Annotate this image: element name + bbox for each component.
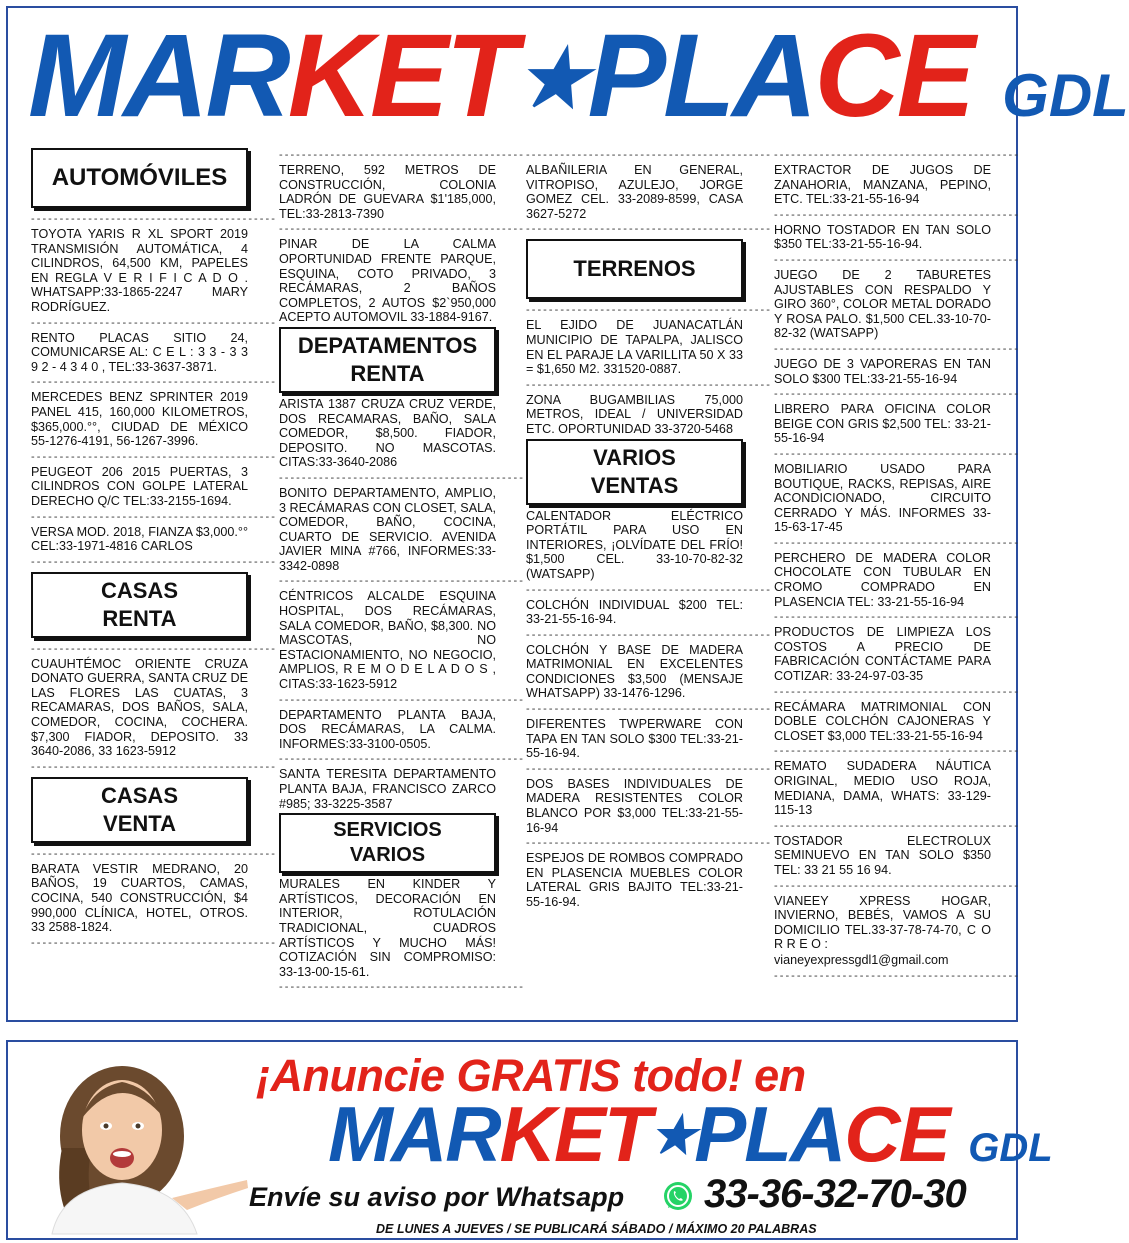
column-4 <box>774 148 991 984</box>
divider <box>279 574 496 589</box>
list-item: ESPEJOS DE ROMBOS COMPRADO EN PLASENCIA MUEBLES COLOR LATERAL GRIS BAJITO TEL:33-21-55-16-94. <box>526 851 743 909</box>
list-item: DIFERENTES TWPERWARE CON TAPA EN TAN SOLO $300 TEL:33-21-55-16-94. <box>526 717 743 761</box>
divider <box>31 450 248 465</box>
divider <box>774 685 991 700</box>
heading-text: RENTA <box>102 605 177 631</box>
list-item: JUEGO DE 2 TABURETES AJUSTABLES CON RESPALDO Y GIRO 360°, COLOR METAL DORADO Y ROSA PALO. $1,500 CEL.33-10-70-82-32 (WATSAPP) <box>774 267 991 341</box>
list-item: RENTO PLACAS SITIO 24, COMUNICARSE AL: C E L : 3 3 - 3 3 9 2 - 4 3 4 0 , TEL:33-3637-3871. <box>31 330 248 374</box>
logo-star-icon: ★ <box>649 1107 695 1165</box>
divider <box>31 760 248 775</box>
list-item: TOSTADOR ELECTROLUX SEMINUEVO EN TAN SOLO $350 TEL: 33 21 55 16 94. <box>774 833 991 877</box>
divider <box>774 208 991 223</box>
divider <box>526 583 743 598</box>
divider <box>774 342 991 357</box>
heading-text: RENTA <box>350 360 425 386</box>
divider <box>279 752 496 767</box>
list-item: TOYOTA YARIS R XL SPORT 2019 TRANSMISIÓN AUTOMÁTICA, 4 CILINDROS, 64,500 KM, PAPELES EN REGLA V E R I F I C A D O . WHATSAPP:33-1865-2247 MARY RODRÍGUEZ. <box>31 227 248 314</box>
logo-part-mar: MAR <box>328 1090 500 1178</box>
list-item: MURALES EN KINDER Y ARTÍSTICOS, DECORACIÓN EN INTERIOR, ROTULACIÓN TRADICIONAL, CUADROS ARTÍSTICOS Y MUCHO MÁS! COTIZACIÓN SIN COMPROMISO: 33-13-00-15-61. <box>279 877 496 979</box>
divider <box>526 222 743 237</box>
divider <box>31 212 248 227</box>
divider <box>31 375 248 390</box>
list-item: DOS BASES INDIVIDUALES DE MADERA RESISTENTES COLOR BLANCO POR $3,000 TEL:33-21-55-16-94 <box>526 776 743 835</box>
list-item: TERRENO, 592 METROS DE CONSTRUCCIÓN, COLONIA LADRÓN DE GUEVARA $1'185,000, TEL:33-2813-7390 <box>279 163 496 221</box>
section-heading-automoviles <box>31 148 248 208</box>
list-item: BONITO DEPARTAMENTO, AMPLIO, 3 RECÁMARAS CON CLOSET, SALA, COMEDOR, BAÑO, COCINA, CUARTO DE SERVICIO. AVENIDA JAVIER MINA #766, INFORMES:33-3342-0898 <box>279 485 496 573</box>
promo-phone: 33-36-32-70-30 <box>704 1172 966 1216</box>
list-item: MERCEDES BENZ SPRINTER 2019 PANEL 415, 160,000 KILOMETROS, $365,000.°°, CIUDAD DE MÉXICO 55-1276-4191, 56-1267-3996. <box>31 390 248 449</box>
column-2 <box>279 148 496 995</box>
section-heading-varios-ventas <box>526 439 743 505</box>
woman-pointing-illustration <box>22 1048 252 1234</box>
promo-banner <box>6 1040 1053 1240</box>
divider <box>31 936 248 951</box>
section-heading-casas-renta <box>31 572 248 638</box>
list-item: ALBAÑILERIA EN GENERAL, VITROPISO, AZULEJO, JORGE GOMEZ CEL. 33-2089-8599, CASA 3627-5272 <box>526 163 743 221</box>
divider <box>526 836 743 851</box>
list-item: VERSA MOD. 2018, FIANZA $3,000.°° CEL:33-1971-4816 CARLOS <box>31 524 248 554</box>
list-item: HORNO TOSTADOR EN TAN SOLO $350 TEL:33-21-55-16-94. <box>774 222 991 252</box>
divider <box>774 253 991 268</box>
list-item: PERCHERO DE MADERA COLOR CHOCOLATE CON TUBULAR EN CROMO COMPRADO EN PLASENCIA TEL: 33-21-55-16-94 <box>774 550 991 609</box>
heading-text: VARIOS <box>593 444 676 470</box>
heading-text: TERRENOS <box>573 256 696 282</box>
list-item: EL EJIDO DE JUANACATLÁN MUNICIPIO DE TAPALPA, JALISCO EN EL PARAJE LA VARILLITA 50 X 33 = $1,650 M2. 331520-0887. <box>526 318 743 377</box>
logo-star-icon: ★ <box>516 34 586 123</box>
divider <box>774 148 991 163</box>
marketplace-logo <box>28 6 1129 166</box>
heading-text: VENTA <box>103 810 176 836</box>
logo-gdl: GDL <box>968 1126 1053 1170</box>
masthead <box>0 6 1129 146</box>
divider <box>774 819 991 834</box>
heading-text: VARIOS <box>349 844 426 867</box>
list-item: PEUGEOT 206 2015 PUERTAS, 3 CILINDROS CON GOLPE LATERAL DERECHO Q/C TEL:33-2155-1694. <box>31 464 248 508</box>
logo-part-ket: KET <box>499 1090 650 1178</box>
divider <box>31 316 248 331</box>
promo-title: ¡Anuncie GRATIS todo! en <box>256 1050 806 1101</box>
logo-part-pla: PLA <box>587 10 815 142</box>
heading-text: AUTOMÓVILES <box>51 164 228 191</box>
list-item: REMATO SUDADERA NÁUTICA ORIGINAL, MEDIO USO ROJA, MEDIANA, DAMA, WHATS: 33-129-115-13 <box>774 759 991 818</box>
heading-text: CASAS <box>100 577 178 603</box>
divider <box>279 471 496 486</box>
logo-part-ket: KET <box>287 10 515 142</box>
list-item: BARATA VESTIR MEDRANO, 20 BAÑOS, 19 CUARTOS, CAMAS, COCINA, 540 CONSTRUCCIÓN, $4 990,000 CLÍNICA, HOTEL, OTROS. 33 2588-1824. <box>31 861 248 935</box>
promo-send-text: Envíe su aviso por Whatsapp <box>249 1182 625 1212</box>
list-item: EXTRACTOR DE JUGOS DE ZANAHORIA, MANZANA, PEPINO, ETC. TEL:33-21-55-16-94 <box>774 163 991 207</box>
section-heading-servicios-varios <box>279 813 496 873</box>
divider <box>774 610 991 625</box>
list-item: LIBRERO PARA OFICINA COLOR BEIGE CON GRIS $2,500 TEL: 33-21-55-16-94 <box>774 402 991 446</box>
list-item: SANTA TERESITA DEPARTAMENTO PLANTA BAJA, FRANCISCO ZARCO #985; 33-3225-3587 <box>279 767 496 811</box>
promo-footer: DE LUNES A JUEVES / SE PUBLICARÁ SÁBADO / MÁXIMO 20 PALABRAS <box>376 1222 817 1236</box>
heading-text: DEPATAMENTOS <box>297 332 478 358</box>
divider <box>774 536 991 551</box>
section-heading-terrenos <box>526 239 743 299</box>
list-item: ZONA BUGAMBILIAS 75,000 METROS, IDEAL / UNIVERSIDAD ETC. OPORTUNIDAD 33-3720-5468 <box>526 392 743 436</box>
divider <box>526 378 743 393</box>
list-item: VIANEEY XPRESS HOGAR, INVIERNO, BEBÉS, VAMOS A SU DOMICILIO TEL.33-37-78-74-70, C O R R E O : <box>774 893 991 952</box>
logo-part-ce: CE <box>844 1090 949 1178</box>
divider <box>31 642 248 657</box>
divider <box>526 303 743 318</box>
list-item: CALENTADOR ELÉCTRICO PORTÁTIL PARA USO EN INTERIORES, ¡OLVÍDATE DEL FRÍO! $1,500 CEL. 33-10-70-82-32 (WATSAPP) <box>526 508 743 581</box>
list-item: CUAUHTÉMOC ORIENTE CRUZA DONATO GUERRA, SANTA CRUZ DE LAS FLORES LAS CUATAS, 3 RECAMARAS, DOS BAÑOS, SALA, COMEDOR, COCINA, COCHERA. $7,300 FIADOR, DEPOSITO. 33 3640-2086, 33 1623-5912 <box>31 656 248 759</box>
column-1 <box>31 148 248 951</box>
whatsapp-icon <box>662 1180 694 1212</box>
list-item: COLCHÓN INDIVIDUAL $200 TEL: 33-21-55-16-94. <box>526 597 743 627</box>
list-item: DEPARTAMENTO PLANTA BAJA, DOS RECÁMARAS, LA CALMA. INFORMES:33-3100-0505. <box>279 707 496 751</box>
list-item: PRODUCTOS DE LIMPIEZA LOS COSTOS A PRECIO DE FABRICACIÓN CONTÁCTAME PARA COTIZAR: 33-24-97-03-35 <box>774 625 991 684</box>
divider <box>526 762 743 777</box>
column-3 <box>526 148 743 911</box>
divider <box>774 744 991 759</box>
divider <box>526 628 743 643</box>
logo-gdl: GDL <box>1002 62 1129 129</box>
divider <box>774 387 991 402</box>
divider <box>31 510 248 525</box>
logo-part-pla: PLA <box>694 1090 845 1178</box>
email-text: vianeyexpressgdl1@gmail.com <box>774 952 949 967</box>
divider <box>526 148 743 163</box>
list-item: CÉNTRICOS ALCALDE ESQUINA HOSPITAL, DOS RECÁMARAS, SALA COMEDOR, BAÑO, $8,300. NO MASCOTAS, NO ESTACIONAMIENTO, NO NEGOCIO, AMPLIOS, R E M O D E L A D O S , CITAS:33-1623-5912 <box>279 589 496 692</box>
divider <box>31 555 248 570</box>
list-item: ARISTA 1387 CRUZA CRUZ VERDE, DOS RECAMARAS, BAÑO, SALA COMEDOR, $8,500. FIADOR, DEPOSITO. NO MASCOTAS. CITAS:33-3640-2086 <box>279 396 496 470</box>
divider <box>774 879 991 894</box>
logo-part-mar: MAR <box>28 10 288 142</box>
heading-text: SERVICIOS <box>333 819 442 842</box>
divider <box>279 980 496 995</box>
list-item: PINAR DE LA CALMA OPORTUNIDAD FRENTE PARQUE, ESQUINA, COTO PRIVADO, 3 RECÁMARAS, 2 BAÑOS COMPLETOS, 2 AUTOS $2`950,000 ACEPTO AUTOMOVIL 33-1884-9167. <box>279 237 496 325</box>
divider <box>774 447 991 462</box>
list-item: COLCHÓN Y BASE DE MADERA MATRIMONIAL EN EXCELENTES CONDICIONES $3,500 (MENSAJE WHATSAPP) 33-1476-1296. <box>526 642 743 701</box>
divider <box>526 702 743 717</box>
heading-text: CASAS <box>100 782 178 808</box>
section-heading-departamentos-renta <box>279 327 496 393</box>
divider <box>279 148 496 163</box>
logo-part-ce: CE <box>814 10 973 142</box>
section-heading-casas-venta <box>31 777 248 843</box>
divider <box>31 847 248 862</box>
heading-text: VENTAS <box>590 472 679 498</box>
divider <box>774 969 991 984</box>
list-item: JUEGO DE 3 VAPORERAS EN TAN SOLO $300 TEL:33-21-55-16-94 <box>774 356 991 386</box>
divider <box>279 693 496 708</box>
divider <box>279 222 496 237</box>
list-item: RECÁMARA MATRIMONIAL CON DOBLE COLCHÓN CAJONERAS Y CLOSET $3,000 TEL:33-21-55-16-94 <box>774 699 991 743</box>
list-item: MOBILIARIO USADO PARA BOUTIQUE, RACKS, REPISAS, AIRE ACONDICIONADO, CIRCUITO CERRADO Y MÁS. INFORMES 33-15-63-17-45 <box>774 461 991 535</box>
